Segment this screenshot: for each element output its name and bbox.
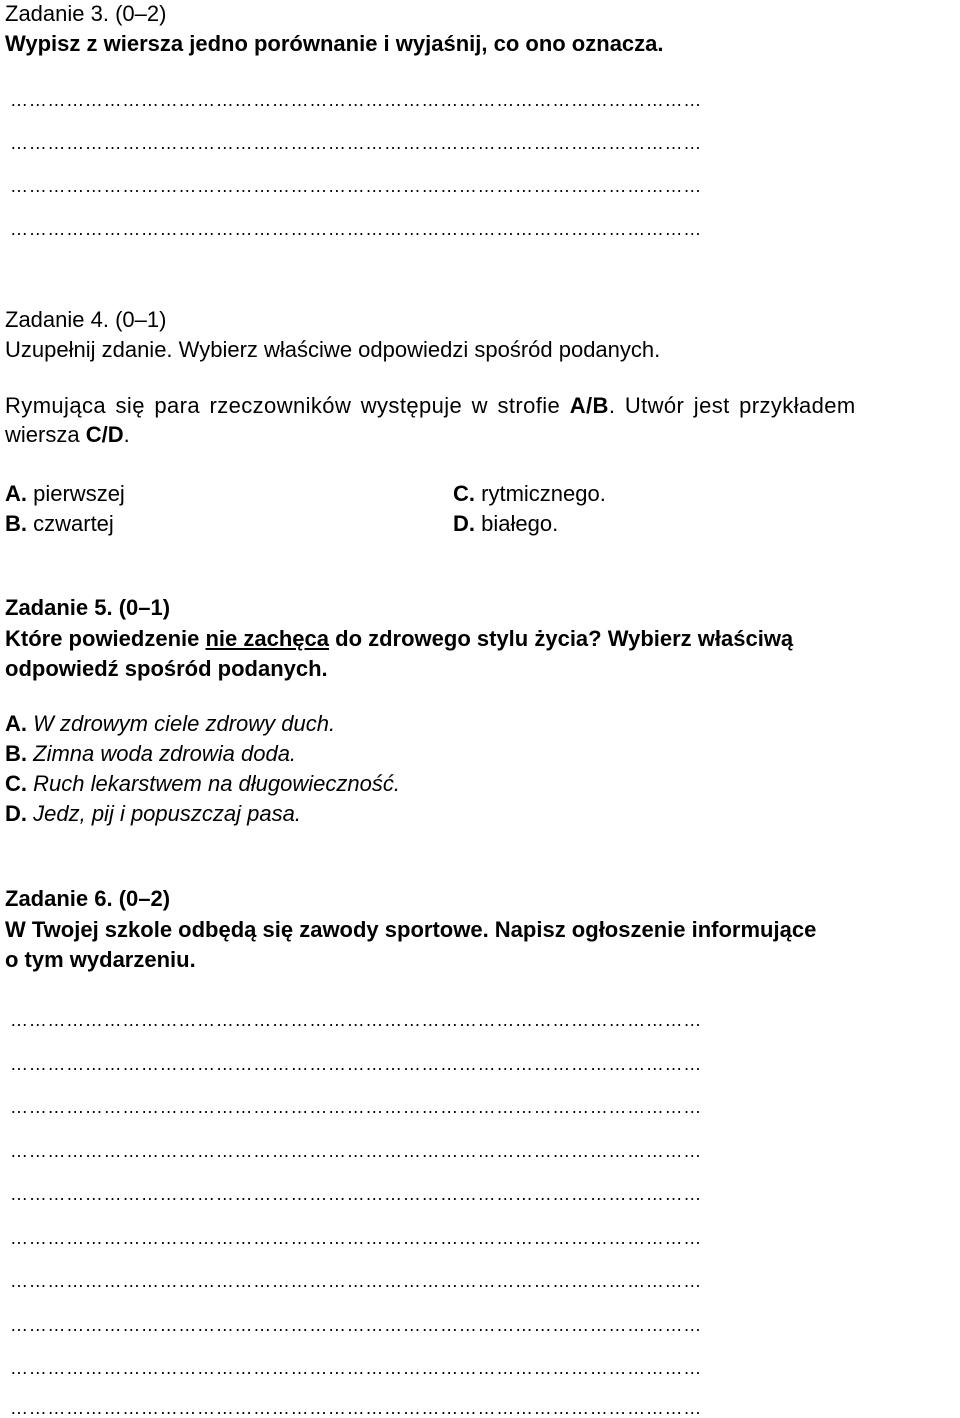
task4-sentence-end: . — [123, 422, 130, 447]
task4-heading: Zadanie 4. (0–1) — [5, 307, 167, 332]
task3-answer-line-1[interactable]: ………………………………………………………………………………………………… — [10, 90, 702, 110]
option-letter: B. — [5, 741, 27, 766]
task4-sentence-part1: Rymująca się para rzeczowników występuje w strofie — [5, 393, 561, 418]
option-text: pierwszej — [33, 481, 125, 506]
task6-answer-line-4[interactable]: ………………………………………………………………………………………………… — [10, 1141, 702, 1161]
option-letter: A. — [5, 481, 27, 506]
task5-option-d[interactable] — [5, 801, 301, 827]
task3-heading: Zadanie 3. (0–2) — [5, 1, 167, 26]
task4-option-a[interactable] — [5, 481, 125, 507]
task4-option-ab: A/B — [569, 393, 609, 418]
task6-answer-line-3[interactable]: ………………………………………………………………………………………………… — [10, 1097, 702, 1117]
task4-option-c[interactable] — [453, 481, 606, 507]
task3-instruction: Wypisz z wiersza jedno porównanie i wyjaśnij, co ono oznacza. — [5, 31, 664, 56]
task6-answer-line-1[interactable]: ………………………………………………………………………………………………… — [10, 1010, 702, 1030]
task6-answer-line-9[interactable]: ………………………………………………………………………………………………… — [10, 1358, 702, 1378]
task4-sentence-line2 — [5, 422, 130, 448]
task4-instruction: Uzupełnij zdanie. Wybierz właściwe odpowiedzi spośród podanych. — [5, 337, 661, 362]
task5-question-line2: odpowiedź spośród podanych. — [5, 656, 328, 681]
option-text: W zdrowym ciele zdrowy duch. — [33, 711, 336, 736]
option-letter: C. — [5, 771, 27, 796]
task6-instruction-line1: W Twojej szkole odbędą się zawody sportowe. Napisz ogłoszenie informujące — [5, 917, 817, 942]
task5-option-c[interactable] — [5, 771, 400, 797]
task4-option-b[interactable] — [5, 511, 114, 537]
task6-instruction-line2: o tym wydarzeniu. — [5, 947, 196, 972]
task4-option-d[interactable] — [453, 511, 558, 537]
task6-answer-line-7[interactable]: ………………………………………………………………………………………………… — [10, 1271, 702, 1291]
option-letter: A. — [5, 711, 27, 736]
task4-sentence-part2: . Utwór jest przykładem — [608, 393, 856, 418]
option-letter: B. — [5, 511, 27, 536]
task4-sentence-line1 — [5, 393, 856, 419]
option-letter: D. — [5, 801, 27, 826]
task5-question-underlined: nie zachęca — [205, 626, 329, 651]
option-text: Zimna woda zdrowia doda. — [33, 741, 297, 766]
task6-heading: Zadanie 6. (0–2) — [5, 886, 171, 911]
task6-answer-line-5[interactable]: ………………………………………………………………………………………………… — [10, 1184, 702, 1204]
option-text: Ruch lekarstwem na długowieczność. — [33, 771, 400, 796]
option-text: białego. — [481, 511, 559, 536]
task5-option-a[interactable] — [5, 711, 335, 737]
task6-answer-line-2[interactable]: ………………………………………………………………………………………………… — [10, 1054, 702, 1074]
option-text: Jedz, pij i popuszczaj pasa. — [33, 801, 301, 826]
task3-answer-line-2[interactable]: ………………………………………………………………………………………………… — [10, 133, 702, 153]
task4-option-cd: C/D — [85, 422, 124, 447]
task5-heading: Zadanie 5. (0–1) — [5, 595, 171, 620]
task5-question-line1 — [5, 626, 793, 652]
task5-question-part1: Które powiedzenie — [5, 626, 200, 651]
task5-question-part2: do zdrowego stylu życia? Wybierz właściwą — [335, 626, 794, 651]
option-text: czwartej — [33, 511, 114, 536]
task6-answer-line-6[interactable]: ………………………………………………………………………………………………… — [10, 1228, 702, 1248]
option-text: rytmicznego. — [481, 481, 606, 506]
task3-answer-line-4[interactable]: ………………………………………………………………………………………………… — [10, 219, 702, 239]
task3-answer-line-3[interactable]: ………………………………………………………………………………………………… — [10, 176, 702, 196]
task6-answer-line-8[interactable]: ………………………………………………………………………………………………… — [10, 1315, 702, 1335]
task6-answer-line-10[interactable]: ………………………………………………………………………………………………… — [10, 1398, 702, 1418]
task5-option-b[interactable] — [5, 741, 296, 767]
task4-sentence-part3: wiersza — [5, 422, 80, 447]
option-letter: C. — [453, 481, 475, 506]
option-letter: D. — [453, 511, 475, 536]
